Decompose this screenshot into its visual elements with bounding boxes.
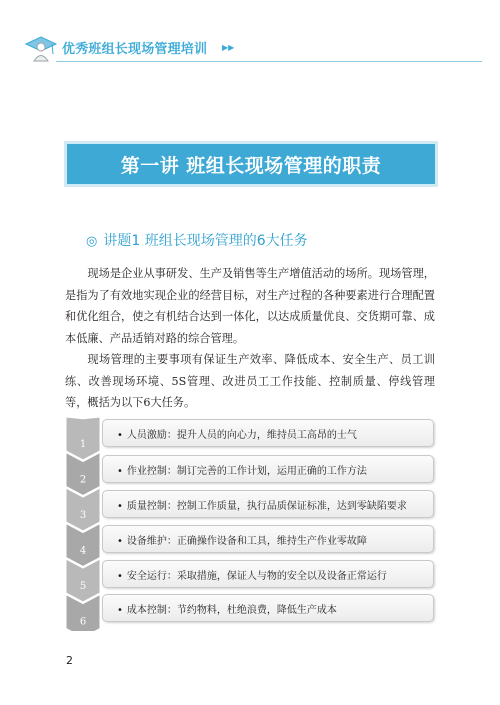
task-item-1 bbox=[102, 419, 434, 447]
task-item-5 bbox=[102, 560, 434, 588]
task-item-3 bbox=[102, 490, 434, 518]
section-title: 讲题1 班组长现场管理的6大任务 bbox=[103, 233, 308, 249]
task-text: • 成本控制：节约物料，杜绝浪费，降低生产成本 bbox=[103, 601, 337, 616]
graduation-figure-icon bbox=[22, 32, 60, 62]
header-title: 优秀班组长现场管理培训 bbox=[62, 42, 208, 57]
paragraph-1: 现场是企业从事研发、生产及销售等生产增值活动的场所。现场管理，是指为了有效地实现企业的经营目标，对生产过程的各种要素进行合理配置和优化组合，使之有机结合达到一体化，以达成质量优良、交货期可靠、成本低廉、产品适销对路的综合管理。 bbox=[65, 267, 435, 345]
section-bullet-icon: ◎ bbox=[86, 234, 98, 249]
task-item-6 bbox=[102, 594, 434, 622]
step-number: 5 bbox=[79, 581, 87, 592]
header-arrows-icon: ▶▶ bbox=[222, 43, 235, 52]
chapter-banner bbox=[67, 144, 435, 184]
step-number: 2 bbox=[79, 474, 87, 486]
task-text: • 设备维护：正确操作设备和工具，维持生产作业零故障 bbox=[103, 532, 367, 547]
chapter-title: 第一讲 班组长现场管理的职责 bbox=[120, 154, 382, 177]
task-item-4 bbox=[102, 525, 434, 553]
step-number: 1 bbox=[79, 439, 87, 450]
task-list bbox=[66, 417, 438, 631]
step-number: 3 bbox=[79, 510, 87, 521]
task-text: • 作业控制：制订完善的工作计划，运用正确的工作方法 bbox=[103, 462, 367, 477]
task-item-2 bbox=[102, 455, 434, 483]
task-text: • 安全运行：采取措施，保证人与物的安全以及设备正常运行 bbox=[103, 567, 387, 582]
step-number: 4 bbox=[79, 545, 87, 557]
header-divider bbox=[56, 61, 482, 62]
step-number: 6 bbox=[79, 616, 87, 628]
task-text: • 人员激励：提升人员的向心力，维持员工高昂的士气 bbox=[103, 426, 357, 441]
page-header bbox=[22, 30, 482, 64]
section-heading bbox=[86, 230, 308, 250]
paragraph-2: 现场管理的主要事项有保证生产效率、降低成本、安全生产、员工训练、改善现场环境、5S管理、改进员工工作技能、控制质量、停线管理等，概括为以下6大任务。 bbox=[65, 353, 435, 409]
page-number: 2 bbox=[66, 654, 73, 667]
task-text: • 质量控制：控制工作质量，执行品质保证标准，达到零缺陷要求 bbox=[103, 497, 407, 512]
